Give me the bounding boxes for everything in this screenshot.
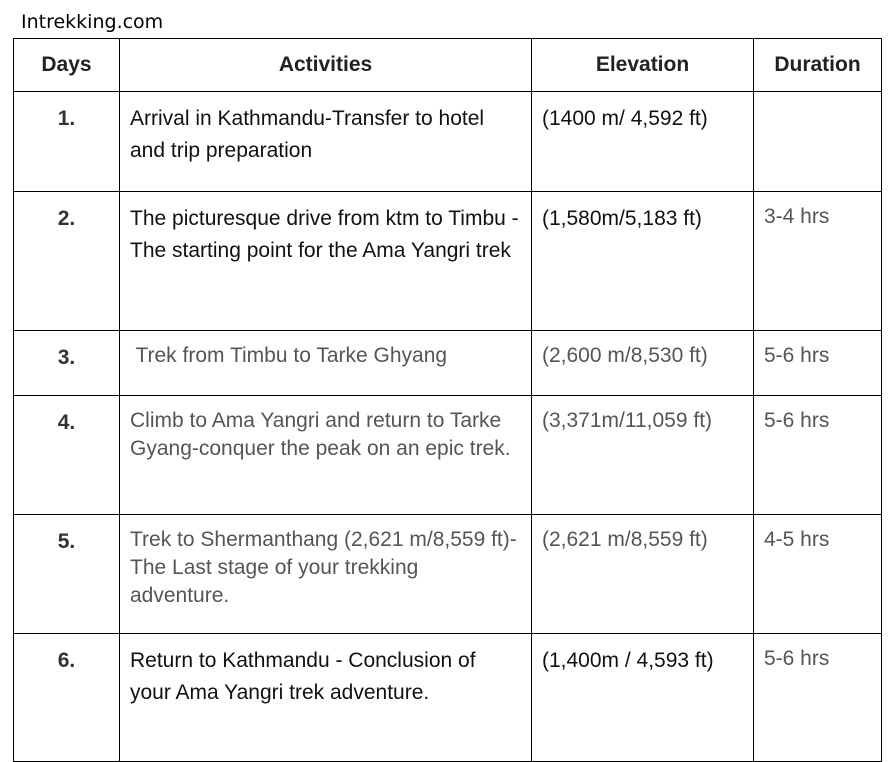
table-row: [14, 192, 882, 331]
day-cell: 5.: [14, 515, 120, 634]
header-duration: Duration: [754, 39, 882, 92]
elevation-cell: (3,371m/11,059 ft): [532, 396, 754, 515]
header-days: Days: [14, 39, 120, 92]
site-name: Intrekking.com: [21, 11, 164, 33]
duration-cell: 5-6 hrs: [754, 396, 882, 515]
itinerary-table: [13, 38, 882, 762]
day-cell: 6.: [14, 634, 120, 762]
duration-cell: 5-6 hrs: [754, 634, 882, 762]
table-row: [14, 92, 882, 192]
duration-cell: [754, 92, 882, 192]
elevation-cell: (1,580m/5,183 ft): [532, 192, 754, 331]
header-row: [14, 39, 882, 92]
day-cell: 2.: [14, 192, 120, 331]
duration-cell: 3-4 hrs: [754, 192, 882, 331]
table-row: [14, 331, 882, 396]
activity-cell: The picturesque drive from ktm to Timbu - The starting point for the Ama Yangri trek: [120, 192, 532, 331]
table-row: [14, 396, 882, 515]
duration-cell: 5-6 hrs: [754, 331, 882, 396]
activity-cell: Return to Kathmandu - Conclusion of your Ama Yangri trek adventure.: [120, 634, 532, 762]
day-cell: 3.: [14, 331, 120, 396]
day-cell: 4.: [14, 396, 120, 515]
elevation-cell: (2,600 m/8,530 ft): [532, 331, 754, 396]
header-activities: Activities: [120, 39, 532, 92]
header-elevation: Elevation: [532, 39, 754, 92]
elevation-cell: (1,400m / 4,593 ft): [532, 634, 754, 762]
activity-cell: Trek from Timbu to Tarke Ghyang: [120, 331, 532, 396]
activity-cell: Arrival in Kathmandu-Transfer to hotel and trip preparation: [120, 92, 532, 192]
activity-cell: Climb to Ama Yangri and return to Tarke Gyang-conquer the peak on an epic trek.: [120, 396, 532, 515]
activity-cell: Trek to Shermanthang (2,621 m/8,559 ft)- The Last stage of your trekking adventure.: [120, 515, 532, 634]
duration-cell: 4-5 hrs: [754, 515, 882, 634]
elevation-cell: (1400 m/ 4,592 ft): [532, 92, 754, 192]
day-cell: 1.: [14, 92, 120, 192]
elevation-cell: (2,621 m/8,559 ft): [532, 515, 754, 634]
table-row: [14, 634, 882, 762]
table-row: [14, 515, 882, 634]
